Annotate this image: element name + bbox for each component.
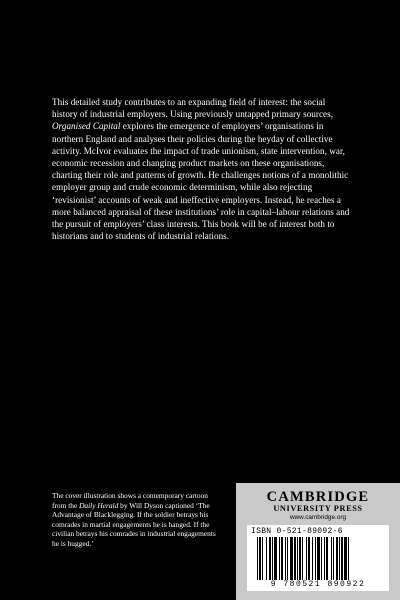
barcode-bar (257, 537, 258, 580)
barcode-bar (339, 537, 340, 580)
barcode-bar (321, 537, 322, 580)
barcode-bar (281, 537, 283, 580)
barcode-bar (302, 537, 303, 580)
barcode-bar (341, 537, 343, 580)
barcode-bar (336, 537, 338, 580)
barcode-bar (259, 537, 261, 580)
publisher-panel (236, 483, 400, 600)
barcode-bar (348, 537, 349, 580)
barcode-bar (315, 537, 316, 580)
publisher-name: CAMBRIDGE (266, 489, 370, 505)
barcode-bar (306, 537, 307, 580)
barcode-bar (326, 537, 328, 580)
barcode-bar (297, 537, 298, 580)
barcode-bar (266, 537, 267, 580)
publisher-subname: UNIVERSITY PRESS (273, 504, 363, 513)
barcode-bar (290, 537, 293, 580)
barcode-bar (333, 537, 334, 580)
barcode-bar (285, 537, 286, 580)
blurb-book-title: Organised Capital (52, 121, 121, 132)
cover-illustration-note (52, 491, 224, 548)
barcode-bar (262, 537, 263, 580)
barcode-bar (324, 537, 325, 580)
barcode-bar (331, 537, 332, 580)
barcode-bar (274, 537, 277, 580)
barcode-digits: 9 780521 890922 (270, 580, 366, 589)
barcode-bar (294, 537, 296, 580)
cover-note-text-end: by Will Dyson captioned ‘The Advantage of Blacklegging. If the soldier betrays his comrades in martial engagements he is hanged. If the civilian betrays his comrades in industrial engagements he is hugged.’ (52, 500, 216, 548)
publisher-url: www.cambridge.org (289, 514, 347, 521)
isbn-box (247, 525, 389, 591)
barcode-bar (308, 537, 310, 580)
barcode-bar (312, 537, 313, 580)
barcode-bar (279, 537, 280, 580)
barcode-bar (344, 537, 347, 580)
isbn-number: ISBN 0-521-89092-6 (251, 527, 343, 536)
barcode-bar (269, 537, 271, 580)
blurb-text-end: explores the emergence of employers’ organisations in northern England and analyses their policies during the heyday of collective activity. McIvor evaluates the impact of trade unionism, state intervention, war, economic recession and changing product markets on these organisations, charting their role and patterns of growth. He challenges notions of a monolithic employer group and crude economic determinism, while also rejecting ‘revisionist’ accounts of weak and ineffective employers. Instead, he reaches a more balanced appraisal of these institutions’ role in capital–labour relations and the pursuit of employers’ class interests. This book will be of interest both to historians and to students of industrial relations. (52, 121, 350, 242)
barcode (255, 537, 381, 580)
barcode-bar (299, 537, 301, 580)
barcode-bar (317, 537, 320, 580)
blurb-text-start: This detailed study contributes to an expanding field of interest: the social history of industrial employers. Using previously untapped primary sources, (52, 97, 334, 120)
back-cover-blurb (52, 96, 352, 242)
barcode-bar (287, 537, 288, 580)
cover-note-text-start: The cover illustration shows a contemporary cartoon from the (52, 491, 208, 510)
cover-note-newspaper: Daily Herald (79, 500, 119, 510)
barcode-bar (272, 537, 273, 580)
